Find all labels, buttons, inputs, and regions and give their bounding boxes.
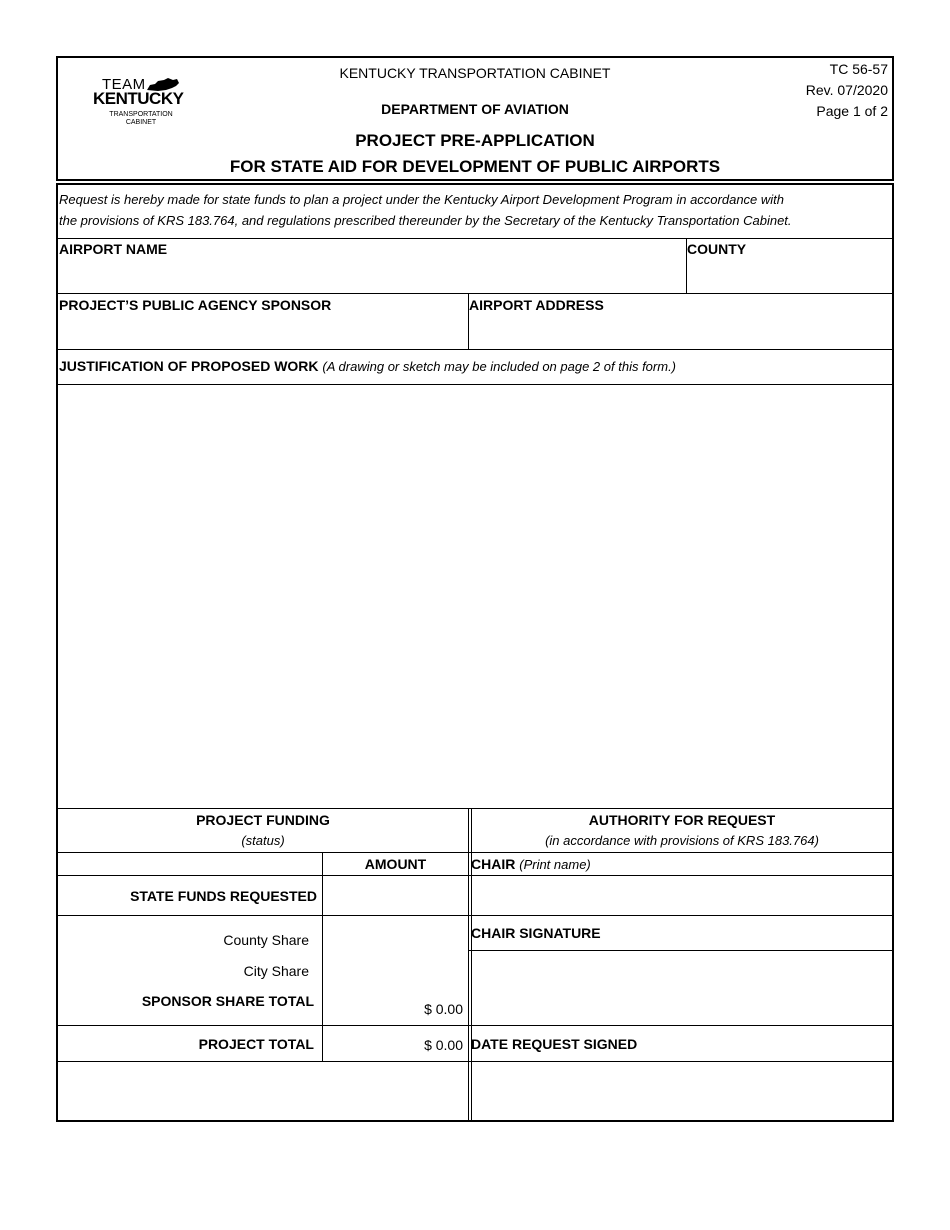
date-signed-input[interactable] bbox=[473, 1063, 892, 1120]
sponsor-input[interactable] bbox=[58, 316, 466, 348]
divider bbox=[57, 852, 893, 853]
date-signed-label: DATE REQUEST SIGNED bbox=[471, 1036, 638, 1052]
airport-name-input[interactable] bbox=[58, 260, 684, 292]
divider bbox=[471, 808, 472, 1121]
authority-heading: AUTHORITY FOR REQUEST bbox=[588, 812, 776, 828]
divider bbox=[322, 852, 323, 1061]
department-name: DEPARTMENT OF AVIATION bbox=[381, 101, 569, 117]
city-share-label: City Share bbox=[243, 963, 309, 979]
sponsor-share-total-label: SPONSOR SHARE TOTAL bbox=[141, 993, 314, 1009]
airport-address-input[interactable] bbox=[470, 316, 892, 348]
county-share-input[interactable] bbox=[324, 925, 467, 953]
chair-name-input[interactable] bbox=[473, 877, 892, 914]
amount-header: AMOUNT bbox=[364, 856, 427, 872]
state-funds-label: STATE FUNDS REQUESTED bbox=[130, 888, 317, 904]
form-title-line1: PROJECT PRE-APPLICATION bbox=[355, 131, 595, 150]
project-funding-subheading: (status) bbox=[241, 833, 285, 848]
sponsor-share-total-value: $ 0.00 bbox=[424, 1001, 463, 1017]
divider bbox=[57, 238, 893, 239]
divider bbox=[469, 950, 893, 951]
chair-note: (Print name) bbox=[519, 857, 591, 872]
divider bbox=[468, 808, 469, 1121]
divider bbox=[57, 915, 893, 916]
form-number: TC 56-57 bbox=[829, 61, 888, 77]
justification-note: (A drawing or sketch may be included on page 2 of this form.) bbox=[322, 359, 677, 374]
airport-name-label: AIRPORT NAME bbox=[59, 241, 168, 257]
team-kentucky-logo bbox=[90, 74, 192, 130]
chair-label: CHAIR bbox=[471, 856, 516, 872]
divider bbox=[57, 1025, 893, 1026]
divider bbox=[57, 293, 893, 294]
logo-kentucky-text: KENTUCKY bbox=[93, 89, 184, 108]
chair-heading bbox=[471, 856, 591, 872]
project-total-label: PROJECT TOTAL bbox=[198, 1036, 314, 1052]
project-funding-heading: PROJECT FUNDING bbox=[196, 812, 330, 828]
intro-line1: Request is hereby made for state funds to plan a project under the Kentucky Airport Development Program in accordance with bbox=[59, 192, 785, 207]
city-share-input[interactable] bbox=[324, 956, 467, 984]
project-total-value: $ 0.00 bbox=[424, 1037, 463, 1053]
justification-label: JUSTIFICATION OF PROPOSED WORK bbox=[59, 358, 319, 374]
chair-signature-input[interactable] bbox=[473, 952, 892, 1024]
county-share-label: County Share bbox=[223, 932, 309, 948]
authority-subheading: (in accordance with provisions of KRS 183.764) bbox=[545, 833, 819, 848]
county-input[interactable] bbox=[688, 260, 892, 292]
justification-textarea[interactable] bbox=[58, 386, 892, 806]
airport-address-label: AIRPORT ADDRESS bbox=[469, 297, 604, 313]
page-number: Page 1 of 2 bbox=[816, 103, 888, 119]
logo-cabinet-line2: CABINET bbox=[125, 119, 157, 126]
intro-line2: the provisions of KRS 183.764, and regulations prescribed thereunder by the Secretary of the Kentucky Transportation Cabinet. bbox=[59, 213, 792, 228]
divider bbox=[57, 1061, 893, 1062]
agency-name: KENTUCKY TRANSPORTATION CABINET bbox=[339, 65, 611, 81]
justification-heading bbox=[59, 358, 676, 374]
form-revision: Rev. 07/2020 bbox=[805, 82, 888, 98]
state-funds-input[interactable] bbox=[324, 877, 467, 914]
chair-signature-label: CHAIR SIGNATURE bbox=[471, 925, 601, 941]
county-label: COUNTY bbox=[687, 241, 747, 257]
logo-team-text: TEAM bbox=[102, 76, 146, 93]
divider bbox=[57, 875, 893, 876]
divider bbox=[57, 384, 893, 385]
divider bbox=[57, 349, 893, 350]
form-title-line2: FOR STATE AID FOR DEVELOPMENT OF PUBLIC AIRPORTS bbox=[229, 157, 721, 176]
divider bbox=[57, 808, 893, 809]
logo-cabinet-line1: TRANSPORTATION bbox=[109, 111, 173, 118]
sponsor-label: PROJECT’S PUBLIC AGENCY SPONSOR bbox=[59, 297, 332, 313]
